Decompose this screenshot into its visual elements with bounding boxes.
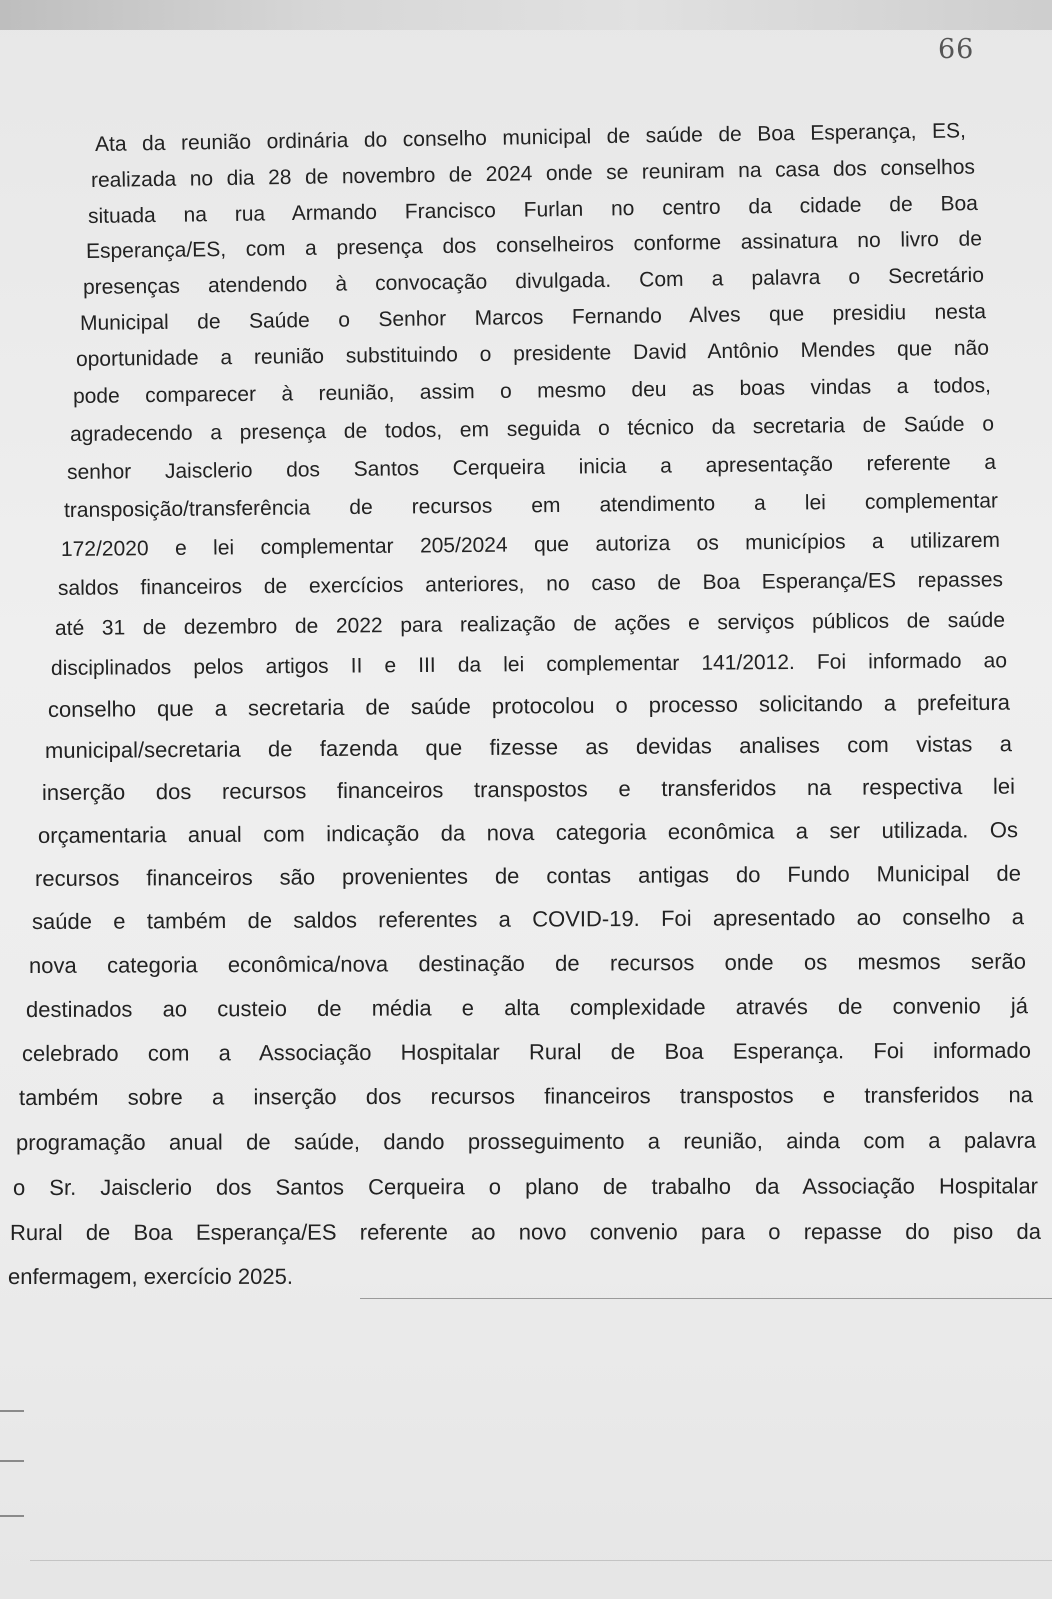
text-line: situada na rua Armando Francisco Furlan no centro da cidade de Boa <box>87 192 979 229</box>
text-line: disciplinados pelos artigos II e III da lei complementar 141/2012. Foi informado ao <box>50 649 1008 681</box>
margin-mark <box>0 1515 24 1517</box>
text-line: recursos financeiros são provenientes de contas antigas do Fundo Municipal de <box>34 860 1022 892</box>
text-line: programação anual de saúde, dando prosseguimento a reunião, ainda com a palavra <box>15 1128 1037 1156</box>
text-line: destinados ao custeio de média e alta complexidade através de convenio já <box>25 993 1029 1023</box>
text-line: Municipal de Saúde o Senhor Marcos Fernando Alves que presidiu nesta <box>79 300 987 336</box>
page-bottom-rule <box>30 1560 1052 1561</box>
text-line: o Sr. Jaisclerio dos Santos Cerqueira o plano de trabalho da Associação Hospitalar <box>12 1173 1039 1201</box>
text-line: até 31 de dezembro de 2022 para realização de ações e serviços públicos de saúde <box>54 608 1006 641</box>
closing-rule <box>360 1298 1052 1299</box>
text-line: transposição/transferência de recursos em atendimento a lei complementar <box>63 489 999 523</box>
page-number: 66 <box>938 34 975 65</box>
text-line: 172/2020 e lei complementar 205/2024 que autoriza os municípios a utilizarem <box>60 528 1001 562</box>
text-line: agradecendo a presença de todos, em seguida o técnico da secretaria de Saúde o <box>69 412 995 447</box>
text-line: Rural de Boa Esperança/ES referente ao novo convenio para o repasse do piso da <box>9 1219 1042 1246</box>
text-line: municipal/secretaria de fazenda que fizesse as devidas analises com vistas a <box>44 731 1013 764</box>
text-line-final: enfermagem, exercício 2025. <box>7 1264 293 1290</box>
text-line: Ata da reunião ordinária do conselho municipal de saúde de Boa Esperança, ES, <box>94 119 967 157</box>
margin-mark <box>0 1460 24 1462</box>
text-line: oportunidade a reunião substituindo o presidente David Antônio Mendes que não <box>75 336 990 372</box>
text-line: saúde e também de saldos referentes a COVID-19. Foi apresentado ao conselho a <box>31 904 1025 935</box>
text-line: Esperança/ES, com a presença dos conselheiros conforme assinatura no livro de <box>85 227 983 264</box>
text-line: saldos financeiros de exercícios anteriores, no caso de Boa Esperança/ES repasses <box>57 568 1004 601</box>
text-line: senhor Jaisclerio dos Santos Cerqueira inicia a apresentação referente a <box>66 451 997 485</box>
text-line: realizada no dia 28 de novembro de 2024 onde se reuniram na casa dos conselhos <box>90 155 976 193</box>
text-line: inserção dos recursos financeiros transpostos e transferidos na respectiva lei <box>41 773 1016 806</box>
text-line: celebrado com a Associação Hospitalar Rural de Boa Esperança. Foi informado <box>21 1038 1032 1067</box>
text-line: pode comparecer à reunião, assim o mesmo deu as boas vindas a todos, <box>72 374 992 409</box>
text-line: conselho que a secretaria de saúde protocolou o processo solicitando a prefeitura <box>47 689 1011 723</box>
text-line: presenças atendendo à convocação divulgada. Com a palavra o Secretário <box>82 263 985 300</box>
text-line: nova categoria econômica/nova destinação de recursos onde os mesmos serão <box>28 948 1027 979</box>
text-line: também sobre a inserção dos recursos financeiros transpostos e transferidos na <box>18 1082 1034 1111</box>
text-line: orçamentaria anual com indicação da nova categoria econômica a ser utilizada. Os <box>37 817 1019 849</box>
margin-mark <box>0 1410 24 1412</box>
